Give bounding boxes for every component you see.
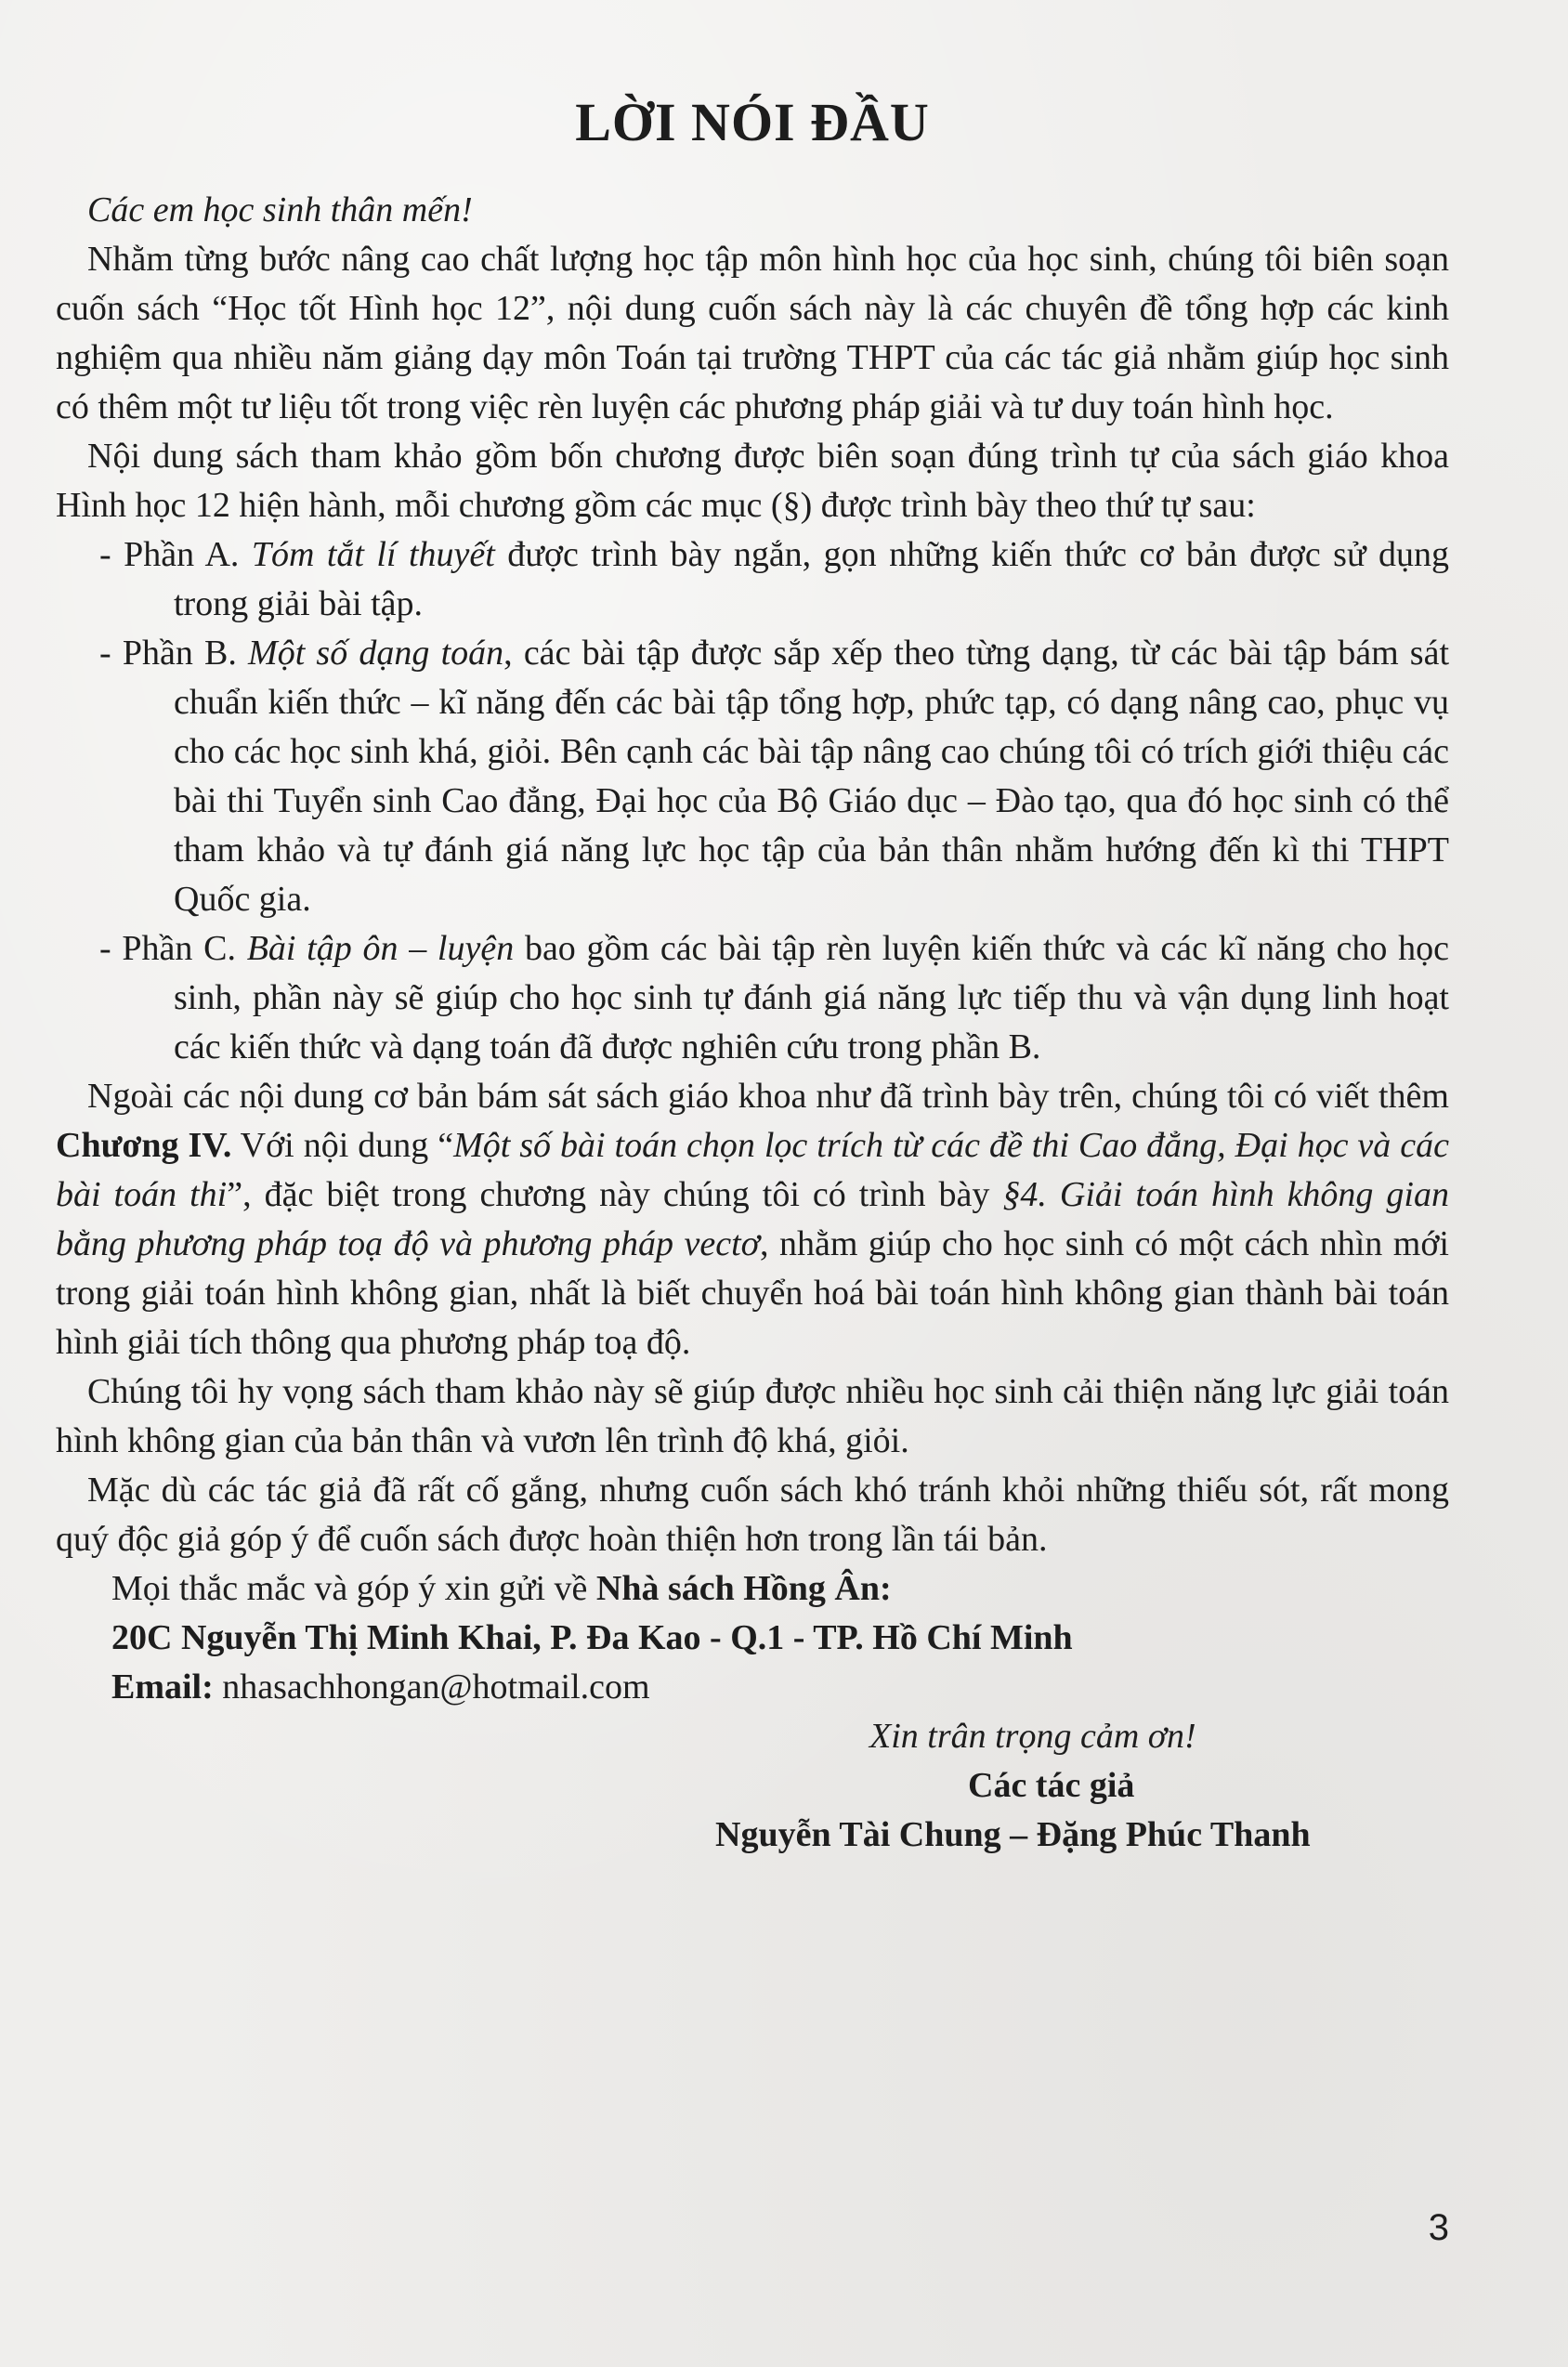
list-item-part-a <box>56 530 1449 629</box>
paragraph-3-text-4: , nhằm giúp cho học sinh có một cách nhìn mới trong giải toán hình không gian, nhất là biết chuyển hoá bài toán hình không gian thành bài toán hình giải tích thông qua phương pháp toạ độ. <box>56 1223 1449 1362</box>
publisher-name: Nhà sách Hồng Ân: <box>595 1568 892 1608</box>
paragraph-4: Chúng tôi hy vọng sách tham khảo này sẽ giúp được nhiều học sinh cải thiện năng lực giải toán hình không gian của bản thân và vươn lên trình độ khá, giỏi. <box>56 1371 1449 1460</box>
paragraph-3 <box>56 1072 1449 1367</box>
contact-intro: Mọi thắc mắc và góp ý xin gửi về <box>111 1568 596 1608</box>
list-item-emphasis: Một số dạng toán <box>248 633 504 673</box>
paragraph-1: Nhằm từng bước nâng cao chất lượng học tập môn hình học của học sinh, chúng tôi biên soạn cuốn sách “Học tốt Hình học 12”, nội dung cuốn sách này là các chuyên đề tổng hợp các kinh nghiệm qua nhiều năm giảng dạy môn Toán tại trường THPT của các tác giả nhằm giúp học sinh có thêm một tư liệu tốt trong việc rèn luyện các phương pháp giải và tư duy toán hình học. <box>56 239 1449 426</box>
list-item-text: bao gồm các bài tập rèn luyện kiến thức và các kĩ năng cho học sinh, phần này sẽ giúp cho học sinh tự đánh giá năng lực tiếp thu và vận dụng linh hoạt các kiến thức và dạng toán đã được nghiên cứu trong phần B. <box>174 928 1449 1066</box>
page-number: 3 <box>1428 2207 1449 2248</box>
paragraph-3-text-1: Ngoài các nội dung cơ bản bám sát sách giáo khoa như đã trình bày trên, chúng tôi có viết thêm <box>87 1076 1449 1116</box>
paragraph-5: Mặc dù các tác giả đã rất cố gắng, nhưng cuốn sách khó tránh khỏi những thiếu sót, rất mong quý độc giả góp ý để cuốn sách được hoàn thiện hơn trong lần tái bản. <box>56 1470 1449 1559</box>
list-item-part-c <box>56 924 1449 1072</box>
list-item-part-b <box>56 629 1449 924</box>
closing-thanks: Xin trân trọng cảm ơn! <box>869 1716 1196 1756</box>
list-item-emphasis: Bài tập ôn – luyện <box>246 928 515 968</box>
list-item-prefix: - Phần A. <box>99 534 252 574</box>
list-item-text: , các bài tập được sắp xếp theo từng dạng, từ các bài tập bám sát chuẩn kiến thức – kĩ năng đến các bài tập tổng hợp, phức tạp, có dạng nâng cao, phục vụ cho các học sinh khá, giỏi. Bên cạnh các bài tập nâng cao chúng tôi có trích giới thiệu các bài thi Tuyển sinh Cao đẳng, Đại học của Bộ Giáo dục – Đào tạo, qua đó học sinh có thể tham khảo và tự đánh giá năng lực học tập của bản thân nhằm hướng đến kì thi THPT Quốc gia. <box>174 633 1450 919</box>
email-address: nhasachhongan@hotmail.com <box>213 1667 650 1707</box>
section-reference: §4. Giải toán hình không gian bằng phương pháp toạ độ và phương pháp vectơ <box>56 1174 1449 1263</box>
authors-label: Các tác giả <box>968 1765 1135 1805</box>
greeting: Các em học sinh thân mến! <box>87 190 473 229</box>
publisher-address: 20C Nguyễn Thị Minh Khai, P. Đa Kao - Q.1 - TP. Hồ Chí Minh <box>111 1617 1073 1657</box>
paragraph-2: Nội dung sách tham khảo gồm bốn chương được biên soạn đúng trình tự của sách giáo khoa Hình học 12 hiện hành, mỗi chương gồm các mục (§) được trình bày theo thứ tự sau: <box>56 436 1449 525</box>
page-title: LỜI NÓI ĐẦU <box>575 92 930 152</box>
list-item-text: được trình bày ngắn, gọn những kiến thức cơ bản được sử dụng trong giải bài tập. <box>174 534 1450 623</box>
chapter-reference: Chương IV. <box>56 1125 232 1165</box>
paragraph-3-text-3: ”, đặc biệt trong chương này chúng tôi có trình bày <box>227 1174 1003 1214</box>
preface-content <box>56 93 1449 1860</box>
contact-intro-line <box>56 1564 1449 1614</box>
list-item-prefix: - Phần C. <box>99 928 247 968</box>
author-names: Nguyễn Tài Chung – Đặng Phúc Thanh <box>715 1814 1311 1854</box>
list-item-emphasis: Tóm tắt lí thuyết <box>251 534 495 574</box>
email-label: Email: <box>111 1667 214 1707</box>
list-item-prefix: - Phần B. <box>99 633 249 673</box>
paragraph-3-text-2: Với nội dung “ <box>231 1125 454 1165</box>
contact-email-line <box>56 1663 1449 1712</box>
chapter-4-title: Một số bài toán chọn lọc trích từ các đề thi Cao đẳng, Đại học và các bài toán thi <box>56 1125 1449 1214</box>
